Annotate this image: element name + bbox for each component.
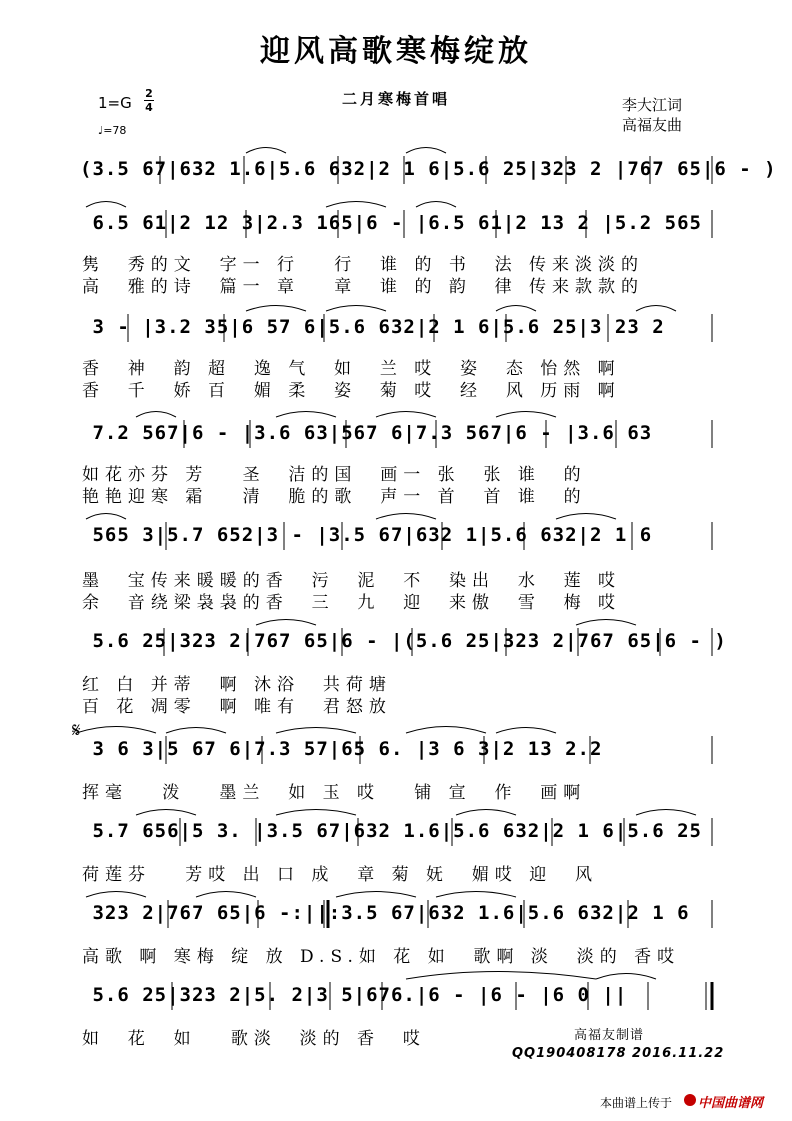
lyric-line-4b: 艳艳迎寒 霜 清 脆的歌 声一 首 首 谁 的 bbox=[82, 487, 587, 507]
staff-line-1 bbox=[76, 154, 777, 188]
staff-notes: 7.2 567|6 - |3.6 63|567 6|7.3 567|6 - |3.6 63 bbox=[80, 422, 653, 444]
slur-marks bbox=[76, 404, 716, 418]
staff-notes: (3.5 67|632 1.6|5.6 632|2 1 6|5.6 25|323 2 |767 65|6 - ) bbox=[80, 158, 777, 180]
tempo-marking: ♩=78 bbox=[98, 124, 127, 137]
slur-marks bbox=[76, 506, 716, 520]
staff-line-5 bbox=[76, 520, 716, 554]
staff-notes: 5.6 25|323 2|767 65|6 - |(5.6 25|323 2|767 65|6 - ) bbox=[80, 630, 727, 652]
staff-notes: 5.7 656|5 3. |3.5 67|632 1.6|5.6 632|2 1 6|5.6 25 bbox=[80, 820, 702, 842]
staff-line-4 bbox=[76, 418, 716, 452]
time-signature-bottom: 4 bbox=[145, 101, 153, 114]
composer: 高福友曲 bbox=[622, 116, 683, 134]
lyricist: 李大江词 bbox=[622, 96, 683, 114]
segno-sign: 𝄋 bbox=[72, 718, 81, 742]
staff-notes: 3 6 3|5 67 6|7.3 57|65 6. |3 6 3|2 13 2.2 bbox=[80, 738, 603, 760]
lyric-line-6b: 百 花 凋零 啊 唯有 君怒放 bbox=[82, 697, 392, 717]
lyric-line-4a: 如花亦芬 芳 圣 洁的国 画一 张 张 谁 的 bbox=[82, 465, 587, 485]
staff-line-6 bbox=[76, 626, 727, 660]
lyric-line-2a: 隽 秀的文 字一 行 行 谁 的 书 法 传来淡淡的 bbox=[82, 255, 645, 275]
lyric-line-5a: 墨 宝传来暖暖的香 污 泥 不 染出 水 莲 哎 bbox=[82, 571, 622, 591]
staff-line-3 bbox=[76, 312, 716, 346]
slur-marks bbox=[76, 884, 716, 898]
staff-line-7 bbox=[76, 734, 716, 768]
lyric-line-3b: 香 千 娇 百 媚 柔 姿 菊 哎 经 风 历雨 啊 bbox=[82, 381, 621, 401]
staff-notes: 323 2|767 65|6 -:||:3.5 67|632 1.6|5.6 632|2 1 6 bbox=[80, 902, 690, 924]
transcriber-signature: 高福友制谱 bbox=[574, 1028, 645, 1043]
staff-notes: 6.5 61|2 12 3|2.3 165|6 - |6.5 61|2 13 2 |5.2 565 bbox=[80, 212, 702, 234]
site-logo-icon bbox=[684, 1094, 696, 1106]
staff-notes: 3 - |3.2 35|6 57 6|5.6 632|2 1 6|5.6 25|3 23 2 bbox=[80, 316, 665, 338]
site-name[interactable]: 中国曲谱网 bbox=[698, 1096, 764, 1111]
slur-marks bbox=[76, 720, 716, 734]
key-signature: 1=G bbox=[98, 94, 132, 112]
lyric-line-3a: 香 神 韵 超 逸 气 如 兰 哎 姿 态 怡然 啊 bbox=[82, 359, 621, 379]
upload-notice: 本曲谱上传于 bbox=[600, 1096, 673, 1110]
lyric-line-6a: 红 白 并蒂 啊 沐浴 共荷塘 bbox=[82, 675, 392, 695]
staff-line-9 bbox=[76, 898, 716, 932]
staff-line-8 bbox=[76, 816, 716, 850]
slur-marks bbox=[76, 298, 716, 312]
lyric-line-8: 荷莲芬 芳哎 出 口 成 章 菊 妩 媚哎 迎 风 bbox=[82, 865, 599, 885]
song-subtitle: 二月寒梅首唱 bbox=[341, 90, 450, 108]
slur-marks bbox=[76, 612, 716, 626]
time-signature-top: 2 bbox=[145, 87, 153, 100]
slur-marks bbox=[76, 966, 716, 980]
staff-notes: 565 3|5.7 652|3 - |3.5 67|632 1|5.6 632|2 1 6 bbox=[80, 524, 653, 546]
staff-line-10 bbox=[76, 980, 716, 1014]
staff-line-2 bbox=[76, 208, 716, 242]
lyric-line-9: 高歌 啊 寒梅 绽 放 D.S.如 花 如 歌啊 淡 淡的 香哎 bbox=[82, 947, 681, 967]
song-title: 迎风高歌寒梅绽放 bbox=[260, 34, 532, 69]
transcriber-credit: QQ190408178 2016.11.22 bbox=[512, 1046, 725, 1061]
staff-notes: 5.6 25|323 2|5. 2|3 5|676.|6 - |6 - |6 0 || bbox=[80, 984, 628, 1006]
lyric-line-10: 如 花 如 歌淡 淡的 香 哎 bbox=[82, 1029, 426, 1049]
slur-marks bbox=[76, 802, 716, 816]
lyric-line-2b: 高 雅的诗 篇一 章 章 谁 的 韵 律 传来款款的 bbox=[82, 277, 645, 297]
time-signature bbox=[144, 88, 154, 113]
slur-marks bbox=[76, 140, 716, 154]
slur-marks bbox=[76, 194, 716, 208]
lyric-line-5b: 余 音绕梁袅袅的香 三 九 迎 来傲 雪 梅 哎 bbox=[82, 593, 622, 613]
lyric-line-7: 挥毫 泼 墨兰 如 玉 哎 铺 宣 作 画啊 bbox=[82, 783, 587, 803]
